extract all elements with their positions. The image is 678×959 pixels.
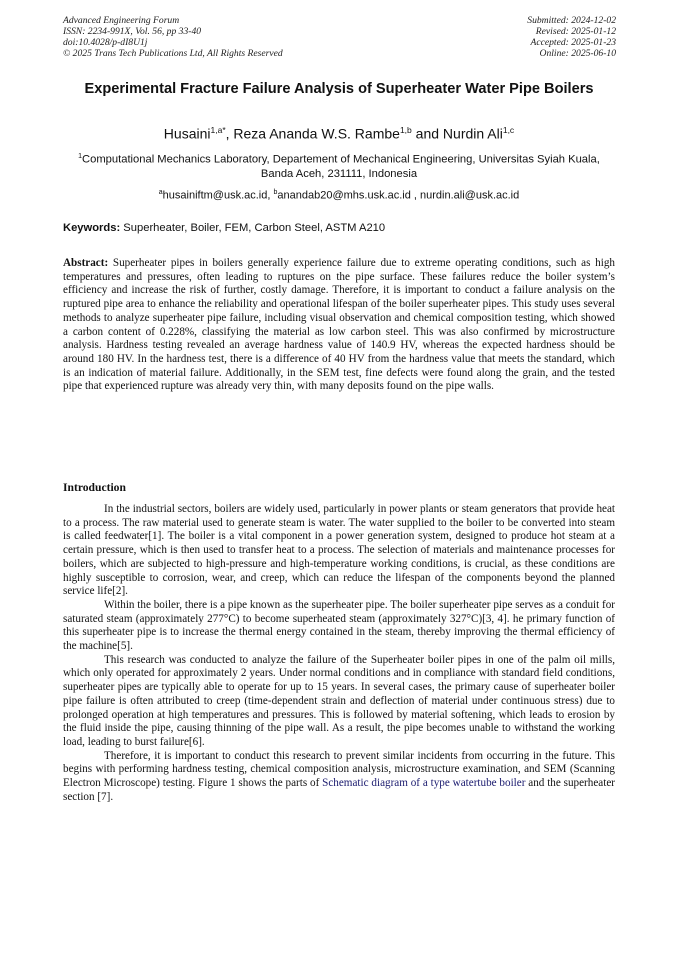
author-name: , Reza Ananda W.S. Rambe xyxy=(225,125,400,142)
figure-link[interactable]: Schematic diagram of a type watertube boiler xyxy=(322,777,526,790)
paragraph xyxy=(63,750,615,805)
author-list xyxy=(63,121,615,143)
abstract xyxy=(63,257,615,394)
paragraph: This research was conducted to analyze the failure of the Superheater boiler pipes in one of the palm oil mills, which only operated for approximately 2 years. Under normal conditions and in compliance with standard field conditions, superheater pipes are typically able to operate for up to 15 years. In several cases, the primary cause of superheater boiler pipe failure is often attributed to creep (time-dependent strain and deflection of material under continuous stress) due to prolonged operation at high temperatures and pressures. This is followed by material softening, which leads to erosion by the fluid inside the pipe, causing thinning of the pipe wall. As a result, the pipe becomes unable to withstand the working load, leading to burst failure[6]. xyxy=(63,653,615,748)
journal-copyright: © 2025 Trans Tech Publications Ltd, All Rights Reserved xyxy=(63,48,283,59)
journal-issn: ISSN: 2234-991X, Vol. 56, pp 33-40 xyxy=(63,26,202,37)
keywords xyxy=(63,221,615,235)
affiliation-text: Computational Mechanics Laboratory, Departement of Mechanical Engineering, Universitas Syiah Kuala, Banda Aceh, 231111, Indonesia xyxy=(82,153,600,180)
affiliation-superscript: 1 xyxy=(78,153,83,160)
date-submitted: Submitted: 2024-12-02 xyxy=(527,15,616,26)
abstract-label: Abstract: xyxy=(63,257,109,269)
journal-info xyxy=(63,15,283,59)
email-link[interactable]: husainiftm@usk.ac.id, xyxy=(162,189,274,202)
keywords-label: Keywords: xyxy=(63,222,121,234)
author-superscript: 1,b xyxy=(399,125,412,135)
publication-dates xyxy=(527,15,616,59)
abstract-text: Superheater pipes in boilers generally experience failure due to extreme operating conditions, such as high temperatures and pressures, often leading to ruptures on the pipe surface. These failures reduce the boiler system’s efficiency and increase the risk of further, costly damage. Therefore, it is important to conduct a failure analysis on the ruptured pipe area to enhance the reliability and operational lifespan of the boiler superheater pipes. This study uses several methods to analyze superheater pipe failure, including visual observation and chemical composition testing, which showed a carbon content of 0.228%, classifying the material as low carbon steel. This was also confirmed by microstructure analysis. Hardness testing revealed an average hardness value of 140.9 HV, whereas the expected hardness should be around 180 HV. In the hardness test, there is a difference of 40 HV from the hardness value that meets the standard, which is an indication of material failure. Additionally, in the SEM test, fine defects were found along the grain, and the tested pipe that experienced rupture was already very thin, with many deposits found on the pipe walls. xyxy=(63,257,615,393)
journal-doi[interactable]: doi:10.4028/p-dI8U1j xyxy=(63,37,148,48)
author-name: and Nurdin Ali xyxy=(411,125,503,142)
paragraph-text: Therefore, it is important to conduct this research to prevent similar incidents from occurring in the future. This begins with performing hardness testing, chemical composition analysis, microstructure examination, and SEM (Scanning Electron Microscope) testing. Figure 1 shows the parts of xyxy=(63,749,615,790)
keywords-text: Superheater, Boiler, FEM, Carbon Steel, ASTM A210 xyxy=(120,222,386,234)
paragraph: In the industrial sectors, boilers are widely used, particularly in power plants or steam generators that provide heat to a process. The raw material used to generate steam is water. The water supplied to the boiler to be converted into steam is called feedwater[1]. The boiler is a vital component in a power generation system, designed to produce hot steam at a certain pressure, which is then used to transfer heat to a process. The selection of materials and maintenance processes for boilers, which are subjected to high-pressure and high-temperature working conditions, is crucial, as these conditions are highly susceptible to corrosion, wear, and creep, which can reduce the lifespan of the components beyond the planned service life[2]. xyxy=(63,503,615,598)
paper-title: Experimental Fracture Failure Analysis of Superheater Water Pipe Boilers xyxy=(84,81,594,97)
author-emails xyxy=(63,186,615,203)
section-heading-introduction: Introduction xyxy=(63,481,126,494)
author-superscript: 1,a* xyxy=(210,125,226,135)
journal-name: Advanced Engineering Forum xyxy=(63,15,180,26)
email-link[interactable]: anandab20@mhs.usk.ac.id , nurdin.ali@usk.ac.id xyxy=(277,189,520,202)
author-superscript: 1,c xyxy=(502,125,515,135)
email-superscript: a xyxy=(158,189,163,196)
introduction-body xyxy=(63,503,615,804)
affiliation xyxy=(63,150,615,181)
author-name: Husaini xyxy=(163,125,211,142)
date-accepted: Accepted: 2025-01-23 xyxy=(530,37,616,48)
paragraph-text: and the superheater section [7]. xyxy=(63,777,615,803)
paragraph: Within the boiler, there is a pipe known as the superheater pipe. The boiler superheater pipe serves as a conduit for saturated steam (approximately 277°C) to become superheated steam (approximately 327°C)[3, 4]. he primary function of this superheater pipe is to increase the thermal energy contained in the steam, thereby improving the thermal efficiency of the machine[5]. xyxy=(63,598,615,653)
date-online: Online: 2025-06-10 xyxy=(539,48,616,59)
date-revised: Revised: 2025-01-12 xyxy=(535,26,616,37)
email-superscript: b xyxy=(273,189,278,196)
